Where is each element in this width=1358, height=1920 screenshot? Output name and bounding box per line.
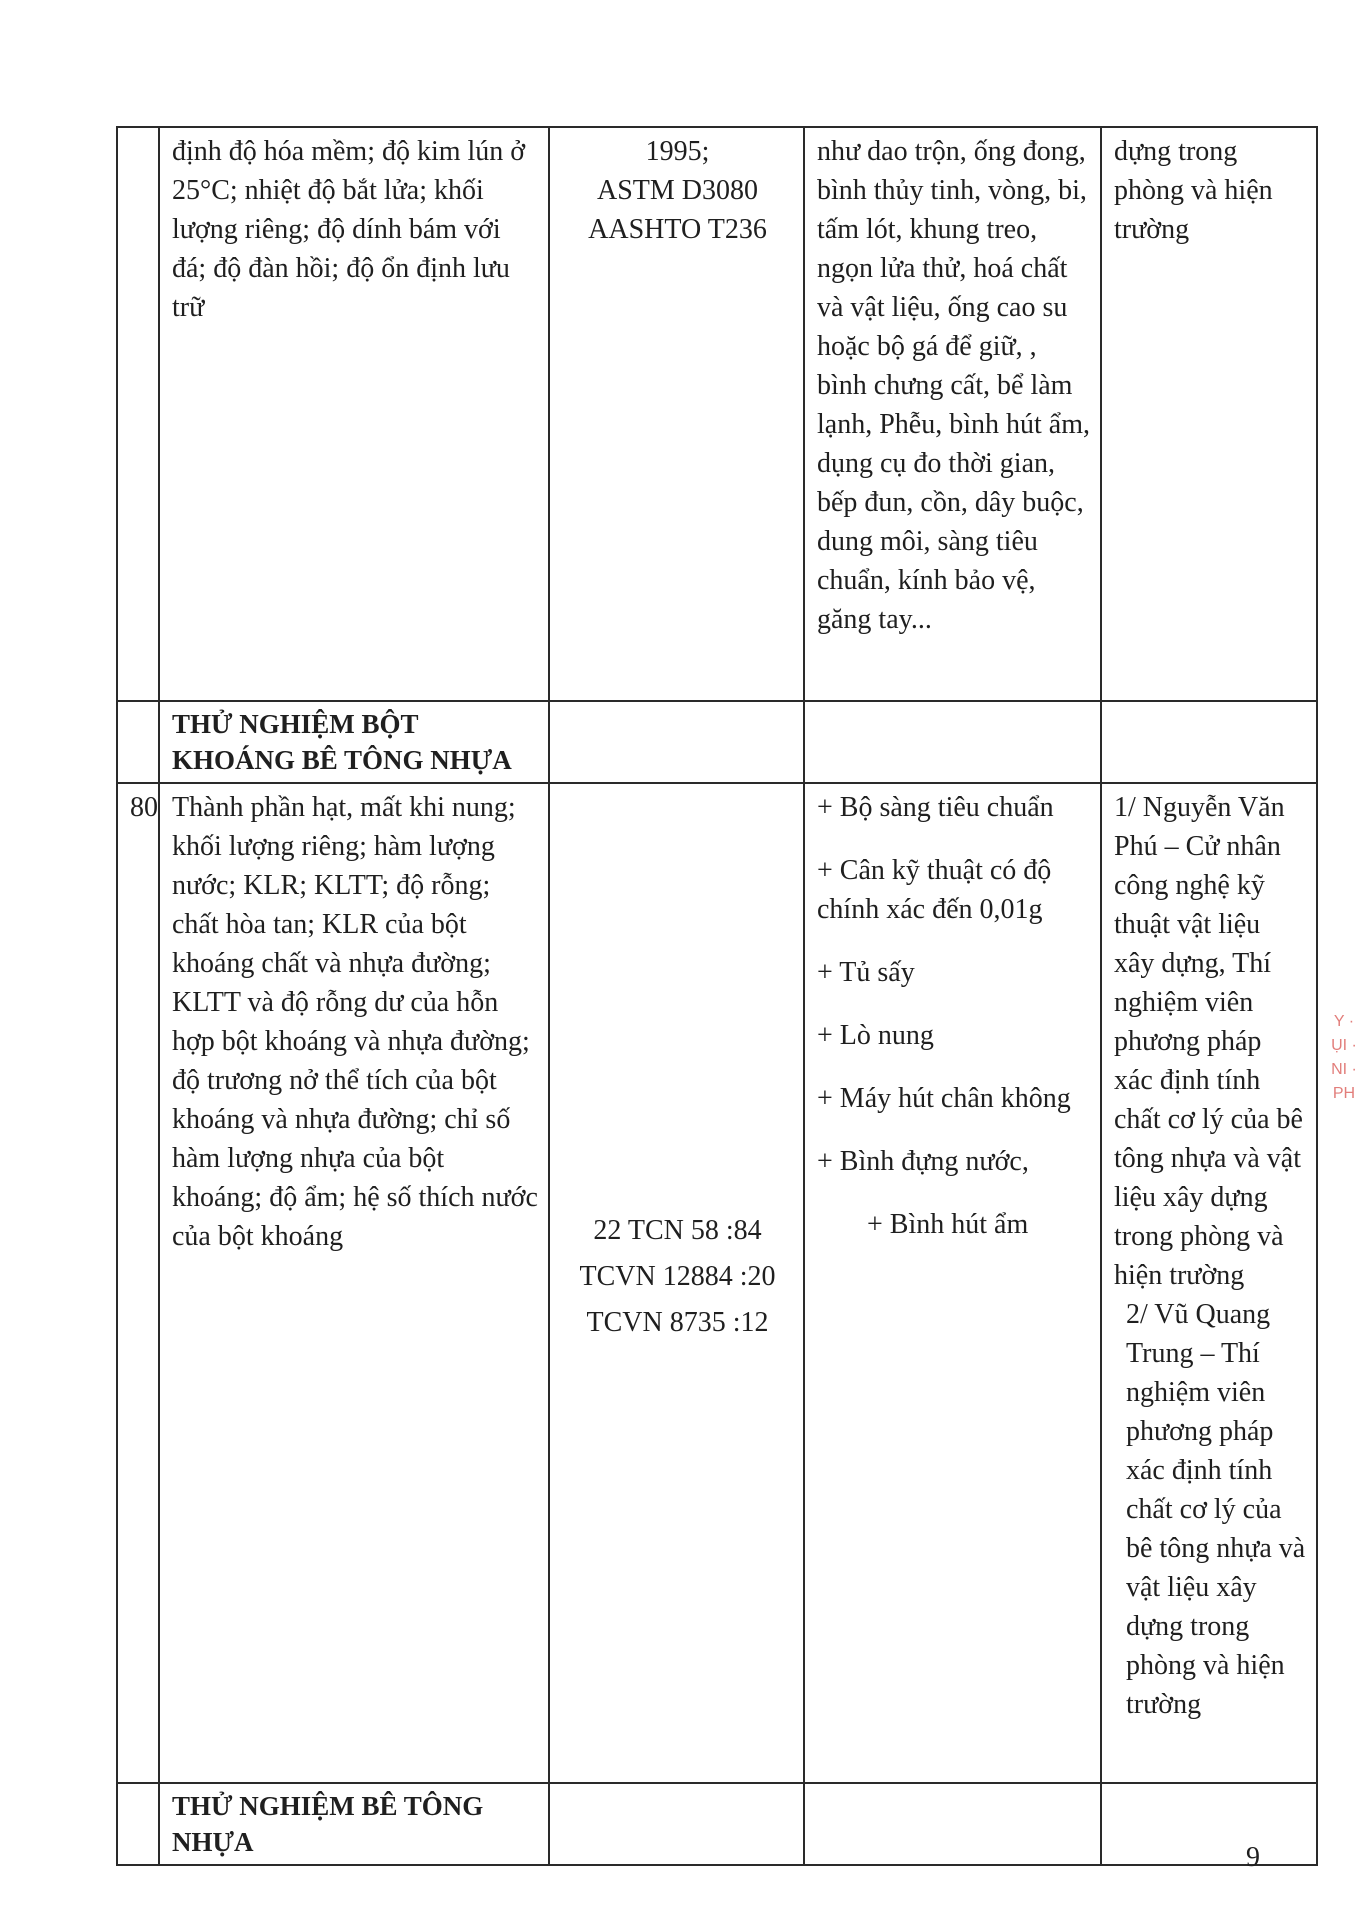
section-title-cell bbox=[159, 701, 549, 783]
personnel-cell bbox=[1101, 127, 1317, 701]
equipment-item: + Máy hút chân không bbox=[817, 1083, 1071, 1114]
empty-cell bbox=[549, 1783, 804, 1865]
standard-item: TCVN 12884 :20 bbox=[579, 1261, 776, 1292]
section-title: THỬ NGHIỆM BÊ TÔNG NHỰA bbox=[172, 1791, 484, 1857]
equipment-item: + Bình đựng nước, bbox=[817, 1146, 1029, 1177]
equipment-item: + Bộ sàng tiêu chuẩn bbox=[817, 792, 1054, 823]
page-number: 9 bbox=[1246, 1842, 1260, 1873]
equipment-cell bbox=[804, 783, 1101, 1783]
equipment-item: + Bình hút ẩm bbox=[867, 1209, 1029, 1240]
standard-item: 1995; bbox=[645, 136, 710, 167]
standards-list bbox=[562, 788, 793, 1346]
standards-cell bbox=[549, 127, 804, 701]
table-row bbox=[117, 783, 1317, 1783]
row-number-cell bbox=[117, 1783, 159, 1865]
empty-cell bbox=[1101, 1783, 1317, 1865]
test-content-cell bbox=[159, 127, 549, 701]
table-row bbox=[117, 127, 1317, 701]
red-stamp-fragment: Y · ỤI · NI · PH bbox=[1331, 1013, 1357, 1102]
empty-cell bbox=[1101, 701, 1317, 783]
section-title: THỬ NGHIỆM BỘT KHOÁNG BÊ TÔNG NHỰA bbox=[172, 709, 512, 775]
standard-item: 22 TCN 58 :84 bbox=[593, 1215, 762, 1246]
personnel-entry: 2/ Vũ Quang Trung – Thí nghiệm viên phương pháp xác định tính chất cơ lý của bê tông nhựa và vật liệu xây dựng trong phòng và hiện trường bbox=[1126, 1299, 1306, 1720]
empty-cell bbox=[804, 1783, 1101, 1865]
empty-cell bbox=[804, 701, 1101, 783]
equipment-item: + Lò nung bbox=[817, 1020, 934, 1051]
equipment-item: + Tủ sấy bbox=[817, 957, 915, 988]
section-title-cell bbox=[159, 1783, 549, 1865]
empty-cell bbox=[549, 701, 804, 783]
section-header-row bbox=[117, 701, 1317, 783]
test-content-text: Thành phần hạt, mất khi nung; khối lượng riêng; hàm lượng nước; KLR; KLTT; độ rỗng; chất hòa tan; KLR của bột khoáng chất và nhựa đường; KLTT và độ rỗng dư của hỗn hợp bột khoáng và nhựa đường; độ trương nở thể tích của bột khoáng và nhựa đường; chỉ số hàm lượng nhựa của bột khoáng; độ ẩm; hệ số thích nước của bột khoáng bbox=[172, 792, 538, 1252]
equipment-text: như dao trộn, ống đong, bình thủy tinh, vòng, bi, tấm lót, khung treo, ngọn lửa thử, hoá chất và vật liệu, ống cao su hoặc bộ gá để giữ, , bình chưng cất, bể làm lạnh, Phễu, bình hút ẩm, dụng cụ đo thời gian, bếp đun, cồn, dây buộc, dung môi, sàng tiêu chuẩn, kính bảo vệ, găng tay... bbox=[817, 136, 1090, 635]
standards-cell bbox=[549, 783, 804, 1783]
row-number-cell bbox=[117, 701, 159, 783]
standard-item: AASHTO T236 bbox=[588, 214, 767, 245]
test-content-cell bbox=[159, 783, 549, 1783]
personnel-cell bbox=[1101, 783, 1317, 1783]
test-methods-table bbox=[116, 126, 1318, 1866]
equipment-item: + Cân kỹ thuật có độ chính xác đến 0,01g bbox=[817, 855, 1052, 925]
personnel-text: dựng trong phòng và hiện trường bbox=[1114, 136, 1273, 245]
equipment-cell bbox=[804, 127, 1101, 701]
test-content-text: định độ hóa mềm; độ kim lún ở 25°C; nhiệt độ bắt lửa; khối lượng riêng; độ dính bám với đá; độ đàn hồi; độ ổn định lưu trữ bbox=[172, 136, 526, 323]
personnel-entry: 1/ Nguyễn Văn Phú – Cử nhân công nghệ kỹ thuật vật liệu xây dựng, Thí nghiệm viên phương pháp xác định tính chất cơ lý của bê tông nhựa và vật liệu xây dựng trong phòng và hiện trường bbox=[1114, 792, 1303, 1291]
standard-item: TCVN 8735 :12 bbox=[586, 1307, 769, 1338]
section-header-row bbox=[117, 1783, 1317, 1865]
row-number-cell: 80 bbox=[117, 783, 159, 1783]
standard-item: ASTM D3080 bbox=[596, 175, 758, 206]
row-number-cell bbox=[117, 127, 159, 701]
